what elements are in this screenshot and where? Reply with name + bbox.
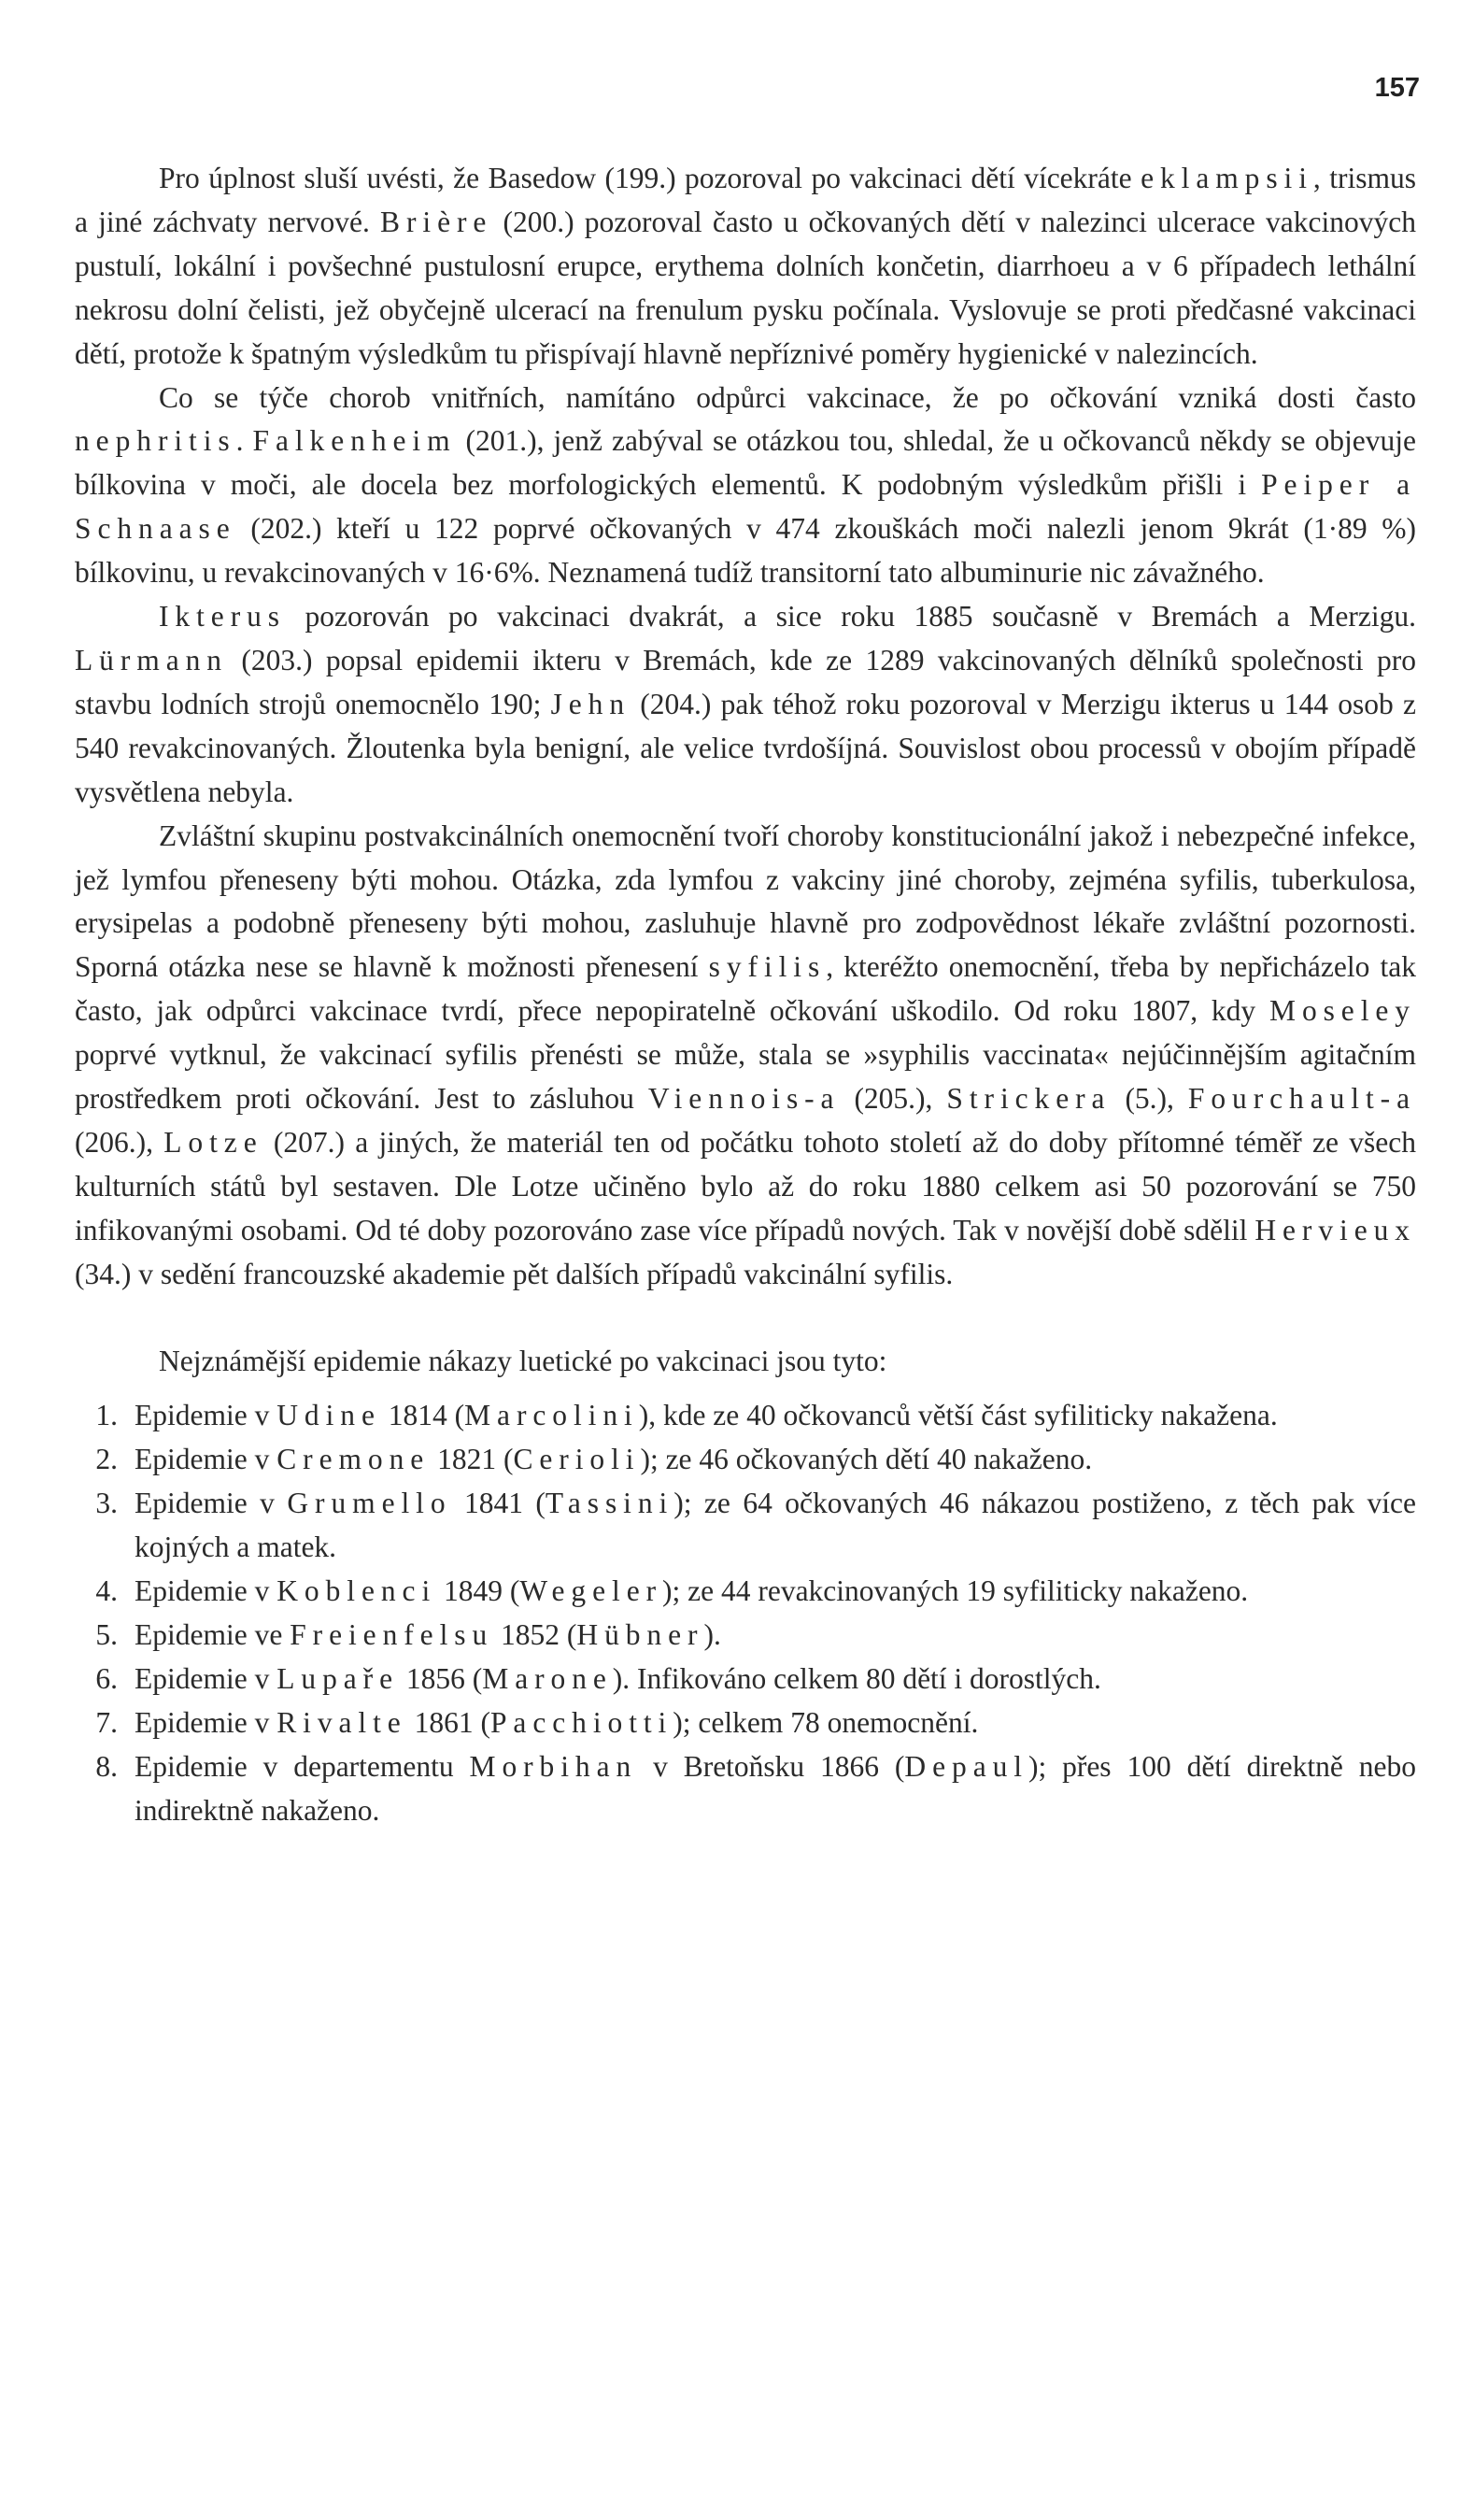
spaced-name: Cremone [276, 1443, 431, 1476]
list-item-number: 1. [95, 1399, 118, 1432]
text-run: Epidemie v [135, 1705, 277, 1739]
spaced-name: Depaul [904, 1749, 1028, 1783]
spaced-name: Rivalte [276, 1705, 407, 1739]
spaced-name: Jehn [550, 687, 631, 720]
spaced-name: Moseley [1269, 994, 1416, 1028]
spaced-name: Morbihan [469, 1749, 638, 1783]
text-run: ); ze 44 revakcinovaných 19 syfiliticky nakaženo. [662, 1574, 1249, 1608]
spaced-name: Pacchiotti [489, 1705, 673, 1739]
text-run: Epidemie ve [135, 1618, 291, 1651]
text-run: 1856 ( [399, 1661, 483, 1695]
text-run: v Bretoňsku 1866 ( [637, 1749, 905, 1783]
text-run: Epidemie v [135, 1443, 277, 1476]
list-item-number: 3. [95, 1487, 118, 1520]
text-run: 1821 ( [430, 1443, 514, 1476]
list-item [75, 1482, 1416, 1570]
paragraph [75, 377, 1416, 596]
page-number: 157 [1374, 73, 1420, 103]
spaced-name: Lupaře [276, 1661, 399, 1695]
spaced-name: Freienfelsu [290, 1618, 494, 1651]
text-run: 1814 ( [380, 1399, 465, 1432]
spaced-name: Udine [276, 1399, 381, 1432]
text-run: Epidemie v [135, 1487, 288, 1520]
text-run: (207.) a jiných, že materiál ten od počátku tohoto století až do doby přítomné téměř ze všech kulturních států byl sestaven. Dle Lotze učiněno bylo až do roku 1880 celkem asi 50 pozorování se 750 infikovanými osobami. Od té doby pozorováno zase více případů nových. Tak v novější době sdělil [75, 1125, 1416, 1246]
body-paragraphs [75, 157, 1416, 1297]
spaced-name: Lotze [163, 1125, 263, 1159]
text-run: , kteréžto onemocnění, třeba by nepřicházelo tak často, jak odpůrci vakcinace tvrdí, přece nepopiratelně očkování uškodilo. Od roku 1807, kdy [75, 950, 1416, 1028]
spaced-name: Hübner [576, 1618, 704, 1651]
spaced-name: Koblenci [276, 1574, 437, 1608]
text-run: (202.) kteří u 122 poprvé očkovaných v 474 zkouškách moči nalezli jenom 9krát (1·89 %) bílkovinu, u revakcinovaných v 16·6%. Neznamená tudíž transitorní tato albuminurie nic závažného. [75, 512, 1416, 590]
spaced-name: eklampsii [1141, 162, 1313, 194]
list-item [75, 1614, 1416, 1658]
text-run: ). [703, 1618, 721, 1651]
document-body [75, 157, 1416, 1833]
list-item [75, 1394, 1416, 1438]
spaced-name: Wegeler [519, 1574, 663, 1608]
text-run: poprvé vytknul, že vakcinací syfilis přenésti se může, stala se »syphilis vaccinata« nejúčinnějším agitačním prostředkem proti očkování. Jest to zásluhou [75, 1038, 1416, 1116]
text-run: Epidemie v [135, 1399, 277, 1432]
list-item-number: 4. [95, 1574, 118, 1608]
text-run: 1849 ( [436, 1574, 520, 1608]
spaced-name: Grumello [287, 1487, 452, 1520]
text-run: pozorován po vakcinaci dvakrát, a sice roku 1885 současně v Bremách a Merzigu. [285, 600, 1416, 634]
text-run: ); ze 46 očkovaných dětí 40 nakaženo. [640, 1443, 1093, 1476]
text-run: (203.) popsal epidemii ikteru v Bremách, kde ze 1289 vakcinovaných dělníků společnosti pro stavbu lodních strojů onemocnělo 190; [75, 643, 1416, 720]
spaced-name: nephritis [75, 424, 236, 458]
text-run: Co se týče chorob vnitřních, namítáno odpůrci vakcinace, že po očkování vzniká dosti často [159, 380, 1416, 414]
spaced-name: syfilis [708, 950, 827, 984]
list-item [75, 1658, 1416, 1701]
list-item-number: 2. [95, 1443, 118, 1476]
spaced-name: Cerioli [513, 1443, 641, 1476]
spaced-name: Marone [482, 1661, 613, 1695]
paragraph [75, 815, 1416, 1297]
list-item-number: 7. [95, 1705, 118, 1739]
paragraph [75, 595, 1416, 815]
text-run: ); celkem 78 onemocnění. [673, 1705, 979, 1739]
text-run: Epidemie v [135, 1574, 277, 1608]
text-run: (204.) pak téhož roku pozoroval v Merzigu ikterus u 144 osob z 540 revakcinovaných. Žloutenka byla benigní, ale velice tvrdošíjná. Souvislost obou processů v obojím případě vysvětlena nebyla. [75, 687, 1416, 808]
spaced-name: Peiper a Schnaase [75, 468, 1416, 546]
paragraph [75, 157, 1416, 377]
list-intro: Nejznámější epidemie nákazy luetické po vakcinaci jsou tyto: [159, 1344, 887, 1377]
list-item-number: 8. [95, 1749, 118, 1783]
spaced-name: Viennois-a [647, 1082, 841, 1116]
text-run: ); přes 100 dětí direktně nebo indirektně nakaženo. [135, 1749, 1416, 1827]
text-run: (201.), jenž zabýval se otázkou tou, shledal, že u očkovanců někdy se objevuje bílkovina v moči, ale docela bez morfologických elementů. K podobným výsledkům přišli i [75, 424, 1417, 502]
text-run: ); ze 64 očkovaných 46 nákazou postiženo, z těch pak více kojných a matek. [135, 1487, 1416, 1564]
text-run: Epidemie v departementu [135, 1749, 470, 1783]
text-run: . [235, 424, 253, 458]
list-item [75, 1438, 1416, 1482]
text-run: 1861 ( [406, 1705, 490, 1739]
spaced-name: Fourchault-a [1187, 1082, 1416, 1116]
list-item-number: 6. [95, 1661, 118, 1695]
text-run: Zvláštní skupinu postvakcinálních onemocnění tvoří choroby konstitucionální jakož i nebezpečné infekce, jež lymfou přeneseny býti mohou. Otázka, zda lymfou z vakciny jiné choroby, zejména syfilis, tuberkulosa, erysipelas a podobně přeneseny býti mohou, zasluhuje hlavně pro zodpovědnost lékaře zvláštní pozornosti. Sporná otázka nese se hlavně k možnosti přenesení [75, 819, 1416, 984]
spaced-name: Strickera [946, 1082, 1112, 1116]
spaced-name: Ikterus [159, 600, 286, 634]
text-run: (5.), [1111, 1082, 1188, 1116]
text-run: Epidemie v [135, 1661, 277, 1695]
text-run: , trismus a jiné záchvaty nervové. [75, 162, 1417, 238]
list-item [75, 1570, 1416, 1614]
text-run: (34.) v sedění francouzské akademie pět dalších případů vakcinální syfilis. [75, 1257, 954, 1290]
text-run: (200.) pozoroval často u očkovaných dětí v nalezinci ulcerace vakcinových pustulí, lokální i povšechné pustulosní erupce, erythema dolních končetin, diarrhoeu a v 6 případech lethální nekrosu dolní čelisti, jež obyčejně ulcerací na frenulum pysku počínala. Vyslovuje se proti předčasné vakcinaci dětí, protože k špatným výsledkům tu přispívají hlavně nepříznivé poměry hygienické v nalezincích. [75, 205, 1416, 370]
text-run: (206.), [75, 1125, 164, 1159]
list-item-number: 5. [95, 1618, 118, 1651]
text-run: ), kde ze 40 očkovanců větší část syfiliticky nakažena. [638, 1399, 1278, 1432]
spaced-name: Tassini [545, 1487, 674, 1520]
text-run: Pro úplnost sluší uvésti, že Basedow (199.) pozoroval po vakcinaci dětí vícekráte [159, 162, 1141, 194]
list-item [75, 1701, 1416, 1745]
spaced-name: Marcolini [464, 1399, 639, 1432]
spaced-name: Lürmann [75, 643, 228, 676]
list-item [75, 1745, 1416, 1833]
text-run: 1852 ( [493, 1618, 577, 1651]
text-run: ). Infikováno celkem 80 dětí i dorostlých. [612, 1661, 1101, 1695]
spaced-name: Hervieux [1254, 1213, 1416, 1246]
spaced-name: Brière [380, 205, 493, 238]
text-run: (205.), [840, 1082, 947, 1116]
spaced-name: Falkenheim [252, 424, 457, 458]
epidemics-list [75, 1394, 1416, 1832]
text-run: 1841 ( [451, 1487, 546, 1520]
